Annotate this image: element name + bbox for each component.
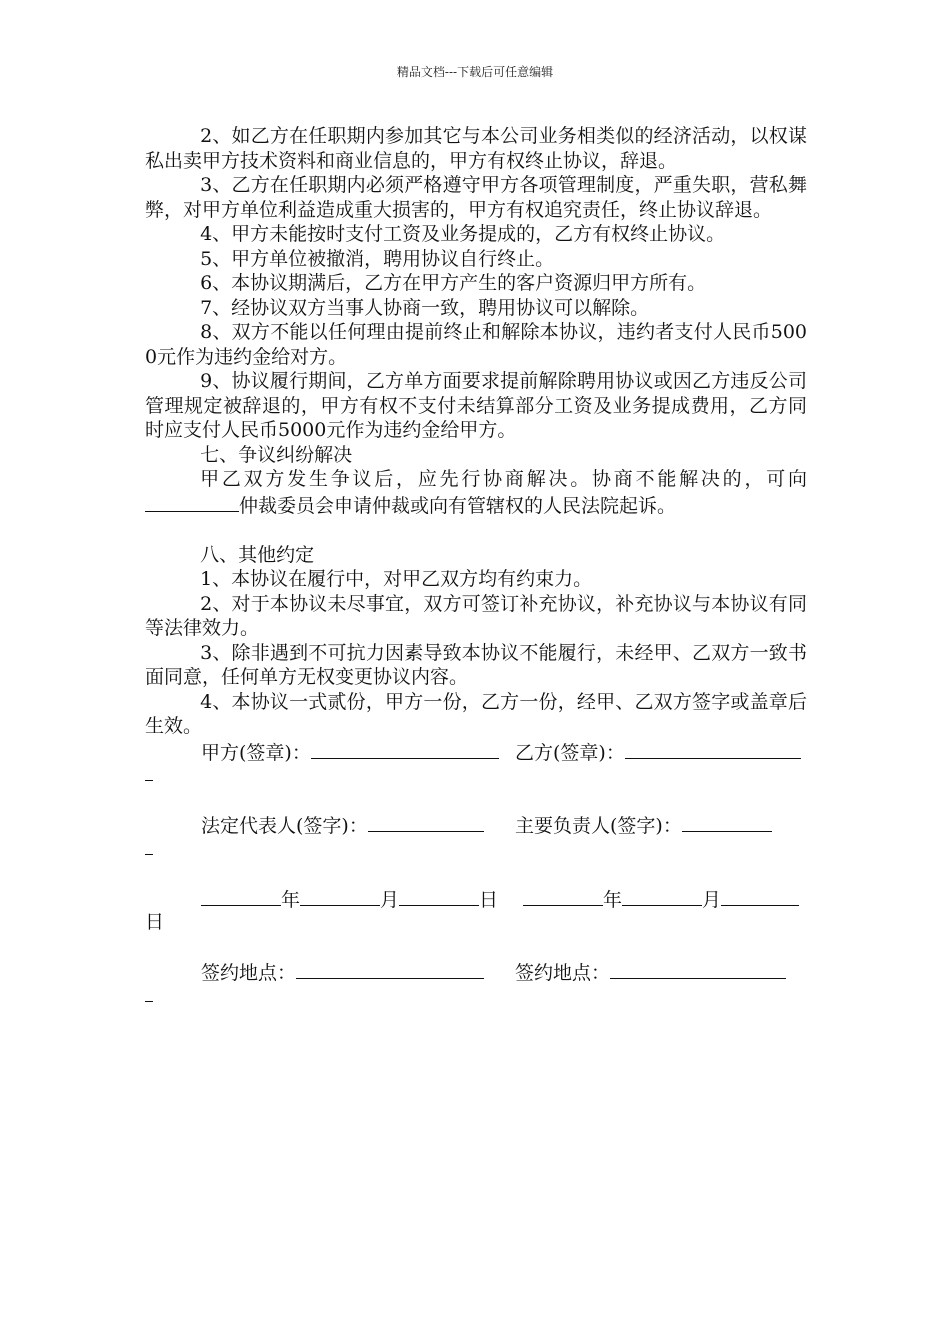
section-8-title: 八、其他约定 <box>200 543 315 566</box>
date-a <box>201 886 498 913</box>
clause-4: 4、甲方未能按时支付工资及业务提成的，乙方有权终止协议。 <box>200 223 726 245</box>
place-b <box>515 959 786 986</box>
place-a <box>201 959 484 986</box>
place-b-blank <box>610 959 786 979</box>
date-a-year-blank <box>201 886 281 906</box>
clause-3: 3、乙方在任职期内必须严格遵守甲方各项管理制度，严重失职，营私舞弊，对甲方单位利益造成重大损害的，甲方有权追究责任，终止协议辞退。 <box>145 174 807 221</box>
clause-7: 7、经协议双方当事人协商一致，聘用协议可以解除。 <box>200 296 650 319</box>
overflow-dash <box>145 1001 153 1002</box>
party-b-seal-label: 乙方(签章)： <box>515 741 625 764</box>
seal-row-overflow <box>145 763 807 788</box>
signature-rep-row <box>145 812 807 837</box>
clause-5: 5、甲方单位被撤消，聘用协议自行终止。 <box>200 247 555 270</box>
signature-place-row <box>145 959 807 984</box>
date-b-month: 月 <box>702 888 722 911</box>
date-a-day-blank <box>399 886 479 906</box>
overflow-dash <box>145 854 153 855</box>
date-a-month: 月 <box>380 888 400 911</box>
document-body <box>145 124 807 1033</box>
clause-9: 9、协议履行期间，乙方单方面要求提前解除聘用协议或因乙方违反公司管理规定被辞退的，甲方有权不支付未结算部分工资及业务提成费用，乙方同时应支付人民币5000元作为违约金给甲方。 <box>145 370 807 441</box>
section-8-item-1: 1、本协议在履行中，对甲乙双方均有约束力。 <box>200 568 593 590</box>
date-b-month-blank <box>622 886 702 906</box>
section-7-text-after: 仲裁委员会申请仲裁或向有管辖权的人民法院起诉。 <box>239 494 677 517</box>
clause-8: 8、双方不能以任何理由提前终止和解除本协议，违约者支付人民币5000元作为违约金给对方。 <box>145 321 807 368</box>
date-a-month-blank <box>300 886 380 906</box>
place-a-blank <box>296 959 484 979</box>
rep-row-overflow <box>145 837 807 862</box>
rep-a <box>201 812 484 839</box>
date-b-year: 年 <box>603 888 623 911</box>
party-a-seal <box>201 739 499 766</box>
signature-seal-row <box>145 739 807 764</box>
date-b <box>523 886 799 913</box>
clause-6: 6、本协议期满后，乙方在甲方产生的客户资源归甲方所有。 <box>200 272 707 294</box>
section-8-item-3: 3、除非遇到不可抗力因素导致本协议不能履行，未经甲、乙双方一致书面同意，任何单方无权变更协议内容。 <box>145 641 807 688</box>
party-b-seal-blank <box>625 739 801 759</box>
spacer <box>145 518 807 543</box>
signature-date-row <box>145 886 807 911</box>
place-b-label: 签约地点： <box>515 962 611 984</box>
rep-a-blank <box>368 812 484 832</box>
place-a-label: 签约地点： <box>201 962 297 984</box>
section-7-text-before: 甲乙双方发生争议后，应先行协商解决。协商不能解决的，可向 <box>200 468 807 490</box>
page-header: 精品文档---下载后可任意编辑 <box>396 65 554 79</box>
party-a-seal-blank <box>311 739 499 759</box>
clause-2: 2、如乙方在任职期内参加其它与本公司业务相类似的经济活动，以权谋私出卖甲方技术资料和商业信息的，甲方有权终止协议，辞退。 <box>145 125 807 172</box>
date-b-day: 日 <box>145 911 165 933</box>
party-b-seal <box>515 739 801 766</box>
rep-b-label: 主要负责人(签字)： <box>515 815 682 837</box>
arbitration-blank <box>145 492 239 512</box>
rep-b <box>515 812 772 839</box>
rep-a-label: 法定代表人(签字)： <box>201 815 368 837</box>
place-row-overflow <box>145 984 807 1009</box>
rep-b-blank <box>682 812 772 832</box>
date-a-day: 日 <box>479 888 499 911</box>
date-row-overflow <box>145 910 807 935</box>
date-b-day-blank <box>721 886 799 906</box>
section-7-text <box>145 467 807 518</box>
party-a-seal-label: 甲方(签章)： <box>201 741 311 764</box>
date-a-year: 年 <box>281 888 301 911</box>
section-8-item-2: 2、对于本协议未尽事宜，双方可签订补充协议，补充协议与本协议有同等法律效力。 <box>145 592 807 639</box>
date-b-year-blank <box>523 886 603 906</box>
overflow-dash <box>145 780 153 781</box>
section-7-title: 七、争议纠纷解决 <box>200 443 353 466</box>
section-8-item-4: 4、本协议一式贰份，甲方一份，乙方一份，经甲、乙双方签字或盖章后生效。 <box>145 690 807 737</box>
